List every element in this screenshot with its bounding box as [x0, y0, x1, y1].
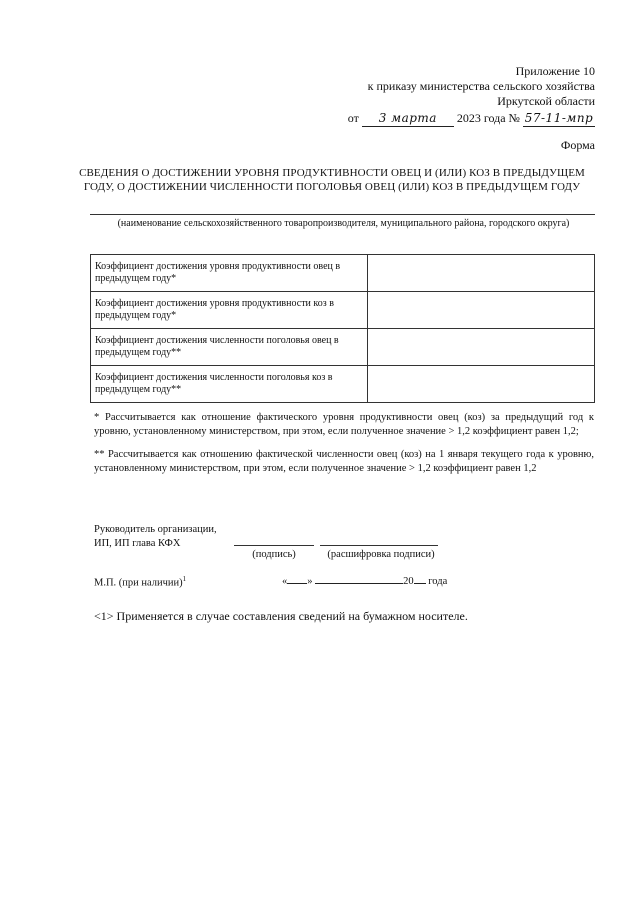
producer-name-caption: (наименование сельскохозяйственного товаропроизводителя, муниципального района, городского округа) [117, 218, 570, 229]
handwritten-number: 57-11-мпр [524, 111, 594, 125]
signatory-label [94, 523, 294, 551]
year-field[interactable] [414, 573, 426, 584]
handwritten-date: 3 марта [362, 111, 454, 127]
date-close-quote: » [307, 576, 313, 587]
table-row [91, 255, 595, 292]
table-row [91, 329, 595, 366]
year-suffix: года [428, 576, 448, 587]
stamp-footnote-mark: 1 [182, 575, 187, 583]
row-label: Коэффициент достижения численности поголовья коз в предыдущем году** [91, 366, 368, 403]
stamp-label [94, 572, 244, 591]
signatory-line-1: Руководитель организации, [94, 524, 217, 535]
title-line-1: СВЕДЕНИЯ О ДОСТИЖЕНИИ УРОВНЯ ПРОДУКТИВНОСТИ ОВЕЦ И (ИЛИ) КОЗ В ПРЕДЫДУЩЕМ [79, 167, 585, 179]
appendix-date-line [300, 111, 595, 127]
row-value-cell[interactable] [368, 329, 595, 366]
row-label: Коэффициент достижения уровня продуктивности овец в предыдущем году* [91, 255, 368, 292]
row-label: Коэффициент достижения уровня продуктивности коз в предыдущем году* [91, 292, 368, 329]
signature-line[interactable] [234, 545, 314, 546]
month-field[interactable] [315, 573, 403, 584]
table-row [91, 366, 595, 403]
table-row [91, 292, 595, 329]
document-title [72, 166, 592, 194]
appendix-header [300, 64, 595, 127]
year-text: 2023 года № [456, 111, 520, 125]
signature-decoding-line[interactable] [320, 545, 438, 546]
form-label: Форма [560, 138, 595, 152]
title-line-2: ГОДУ, О ДОСТИЖЕНИИ ЧИСЛЕННОСТИ ПОГОЛОВЬЯ ОВЕЦ (ИЛИ) КОЗ В ПРЕДЫДУЩЕМ ГОДУ [83, 181, 581, 193]
date-prefix: от [347, 111, 359, 125]
day-field[interactable] [287, 573, 307, 584]
producer-name-line [90, 214, 595, 215]
stamp-text: М.П. (при наличии) [94, 577, 183, 589]
signature-caption: (подпись) [252, 549, 296, 560]
coefficients-table [90, 254, 595, 403]
date-open-quote: « [282, 576, 288, 587]
appendix-title: Приложение 10 [515, 64, 595, 78]
footnote: <1> Применяется в случае составления сведений на бумажном носителе. [94, 609, 468, 623]
row-value-cell[interactable] [368, 366, 595, 403]
row-label: Коэффициент достижения численности поголовья овец в предыдущем году** [91, 329, 368, 366]
row-value-cell[interactable] [368, 292, 595, 329]
row-value-cell[interactable] [368, 255, 595, 292]
note-two: ** Рассчитывается как отношению фактической численности овец (коз) на 1 января текущего года к уровню, установленному министерством, при этом, если полученное значение > 1,2 коэффициент равен 1,2 [94, 449, 594, 474]
signature-decoding-caption: (расшифровка подписи) [327, 549, 435, 560]
appendix-order-line: к приказу министерства сельского хозяйства [367, 79, 595, 93]
year-prefix: 20 [403, 576, 414, 587]
signatory-line-2: ИП, ИП глава КФХ [94, 538, 181, 549]
note-one: * Рассчитывается как отношение фактического уровня продуктивности овец (коз) за предыдущий год к уровню, установленному министерством, при этом, если полученное значение > 1,2 коэффициент равен 1,2; [94, 412, 594, 437]
appendix-region-line: Иркутской области [497, 94, 595, 108]
date-fill-line [282, 573, 482, 589]
